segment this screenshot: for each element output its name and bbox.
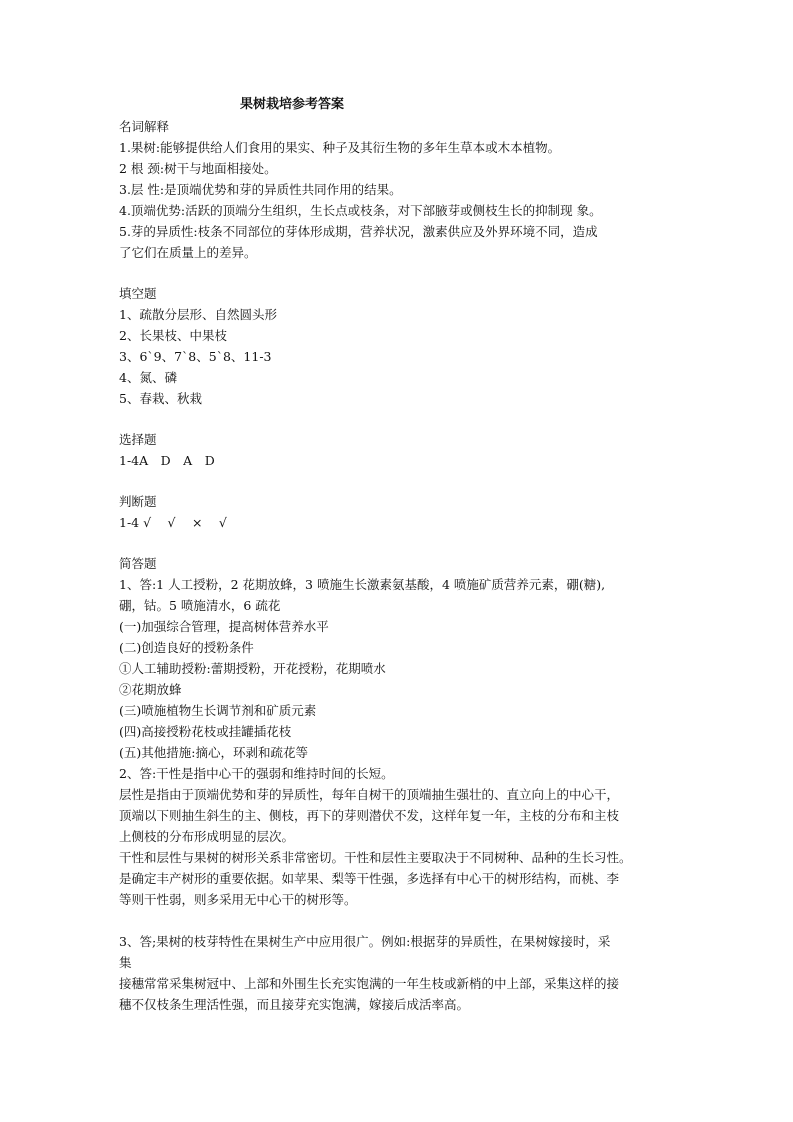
- fill-item: 3、6`9、7`8、5`8、11-3: [119, 349, 272, 364]
- page-title: 果树栽培参考答案: [240, 97, 345, 112]
- short-item: (一)加强综合管理，提高树体营养水平: [119, 619, 329, 634]
- short-item: ②花期放蜂: [119, 682, 182, 697]
- term-item: 2 根 颈:树干与地面相接处。: [119, 161, 277, 176]
- fill-item: 4、氮、磷: [119, 370, 177, 385]
- term-item: 3.层 性:是顶端优势和芽的异质性共同作用的结果。: [119, 182, 402, 197]
- short-item: 顶端以下则抽生斜生的主、侧枝，再下的芽则潜伏不发，这样年复一年，主枝的分布和主枝: [119, 808, 620, 823]
- section-heading-short: 简答题: [119, 556, 157, 571]
- short-item: (二)创造良好的授粉条件: [119, 640, 254, 655]
- short-item: 干性和层性与果树的树形关系非常密切。干性和层性主要取决于不同树种、品种的生长习性。: [119, 850, 632, 865]
- section-heading-choice: 选择题: [119, 432, 157, 447]
- short-item: (四)高接授粉花枝或挂罐插花枝: [119, 724, 292, 739]
- short-item: 3、答;果树的枝芽特性在果树生产中应用很广。例如:根据芽的异质性，在果树嫁接时，采: [119, 934, 611, 949]
- short-item: 集: [119, 955, 132, 970]
- short-item: 等则干性弱，则多采用无中心干的树形等。: [119, 892, 357, 907]
- short-item: 2、答:干性是指中心干的强弱和维持时间的长短。: [119, 766, 394, 781]
- fill-item: 1、疏散分层形、自然圆头形: [119, 307, 277, 322]
- short-item: 硼，钴。5 喷施清水，6 疏花: [119, 598, 281, 613]
- section-heading-terms: 名词解释: [119, 119, 170, 134]
- term-item: 1.果树:能够提供给人们食用的果实、种子及其衍生物的多年生草本或木本植物。: [119, 140, 561, 155]
- fill-item: 2、长果枝、中果枝: [119, 328, 227, 343]
- short-item: 是确定丰产树形的重要依据。如苹果、梨等干性强，多选择有中心干的树形结构，而桃、李: [119, 871, 620, 886]
- short-item: (三)喷施植物生长调节剂和矿质元素: [119, 703, 317, 718]
- short-item: 上侧枝的分布形成明显的层次。: [119, 829, 295, 844]
- short-item: 1、答:1 人工授粉，2 花期放蜂，3 喷施生长激素氨基酸，4 喷施矿质营养元素，硼(糖),: [119, 577, 606, 592]
- short-item: 穗不仅枝条生理活性强，而且接芽充实饱满，嫁接后成活率高。: [119, 997, 470, 1012]
- term-item: 4.顶端优势:活跃的顶端分生组织，生长点或枝条，对下部腋芽或侧枝生长的抑制现 象。: [119, 203, 602, 218]
- judge-item: 1-4 √ √ × √: [119, 515, 227, 530]
- short-item: 层性是指由于顶端优势和芽的异质性，每年自树干的顶端抽生强壮的、直立向上的中心干，: [119, 787, 620, 802]
- short-item: (五)其他措施:摘心，环剥和疏花等: [119, 745, 308, 760]
- short-item: 接穗常常采集树冠中、上部和外围生长充实饱满的一年生枝或新梢的中上部，采集这样的接: [119, 976, 620, 991]
- choice-item: 1-4A D A D: [119, 453, 215, 468]
- fill-item: 5、春栽、秋栽: [119, 391, 202, 406]
- section-heading-fill: 填空题: [119, 286, 157, 301]
- section-heading-judge: 判断题: [119, 494, 157, 509]
- term-item: 5.芽的异质性:枝条不同部位的芽体形成期，营养状况，激素供应及外界环境不同，造成: [119, 224, 598, 239]
- short-item: ①人工辅助授粉:蕾期授粉，开花授粉，花期喷水: [119, 661, 386, 676]
- term-item: 了它们在质量上的差异。: [119, 245, 257, 260]
